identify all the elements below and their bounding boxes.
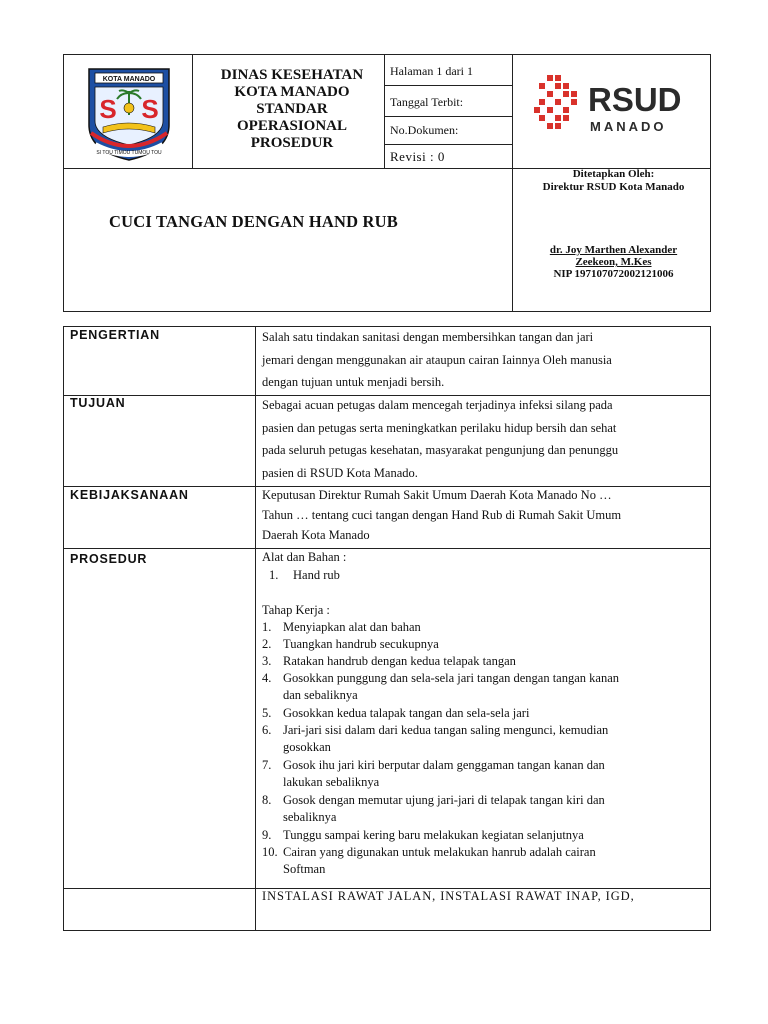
halaman-field: Halaman 1 dari 1 <box>390 64 473 78</box>
ditetapkan-label: Ditetapkan Oleh: <box>572 168 655 180</box>
tujuan-text <box>262 394 704 484</box>
no-dokumen-field: No.Dokumen: <box>390 123 459 137</box>
rsud-logo-name: RSUD <box>588 81 682 118</box>
step-item: 9. Tunggu sampai kering baru melakukan kegiatan selanjutnya <box>262 828 584 842</box>
text-line: Tahun … tentang cuci tangan dengan Hand Rub di Rumah Sakit Umum <box>262 508 622 522</box>
ditetapkan-by: Direktur RSUD Kota Manado <box>542 181 685 193</box>
step-item: 3. Ratakan handrub dengan kedua telapak tangan <box>262 654 516 668</box>
step-item: 5. Gosokkan kedua talapak tangan dan sela-sela jari <box>262 706 530 720</box>
kota-manado-logo <box>81 63 177 163</box>
text-line: dengan tujuan untuk menjadi bersih. <box>262 375 445 389</box>
signatory-name: dr. Joy Marthen Alexander <box>549 244 678 256</box>
text-line: pasien di RSUD Kota Manado. <box>262 465 418 480</box>
revisi-field: Revisi : 0 <box>390 149 445 164</box>
logo-caption: KOTA MANADO <box>102 76 156 83</box>
step-item: 8. Gosok dengan memutar ujung jari-jari di telapak tangan kiri dan sebaliknya <box>262 793 605 825</box>
tahap-heading: Tahap Kerja : <box>262 603 330 617</box>
dinas-title <box>197 67 387 152</box>
text-line: pada seluruh petugas kesehatan, masyarakat pengunjung dan penunggu <box>262 443 619 457</box>
divider <box>192 55 193 168</box>
step-item: 10. Cairan yang digunakan untuk melakukan hanrub adalah cairan Softman <box>262 845 596 877</box>
text-line: Keputusan Direktur Rumah Sakit Umum Daerah Kota Manado No … <box>262 488 612 502</box>
prosedur-label: PROSEDUR <box>70 552 148 566</box>
kebijaksanaan-label: KEBIJAKSANAAN <box>70 488 189 502</box>
svg-text:S: S <box>141 94 159 124</box>
step-item: 7. Gosok ihu jari kiri berputar dalam genggaman tangan kanan dan lakukan sebaliknya <box>262 758 605 790</box>
divider <box>384 144 512 145</box>
tujuan-label: TUJUAN <box>70 396 126 410</box>
signatory-block <box>516 244 711 280</box>
step-item: 1. Menyiapkan alat dan bahan <box>262 620 421 634</box>
pengertian-label: PENGERTIAN <box>70 328 160 342</box>
dinas-line: PROSEDUR <box>250 135 334 151</box>
divider <box>512 55 513 312</box>
signatory-name: Zeekeon, M.Kes <box>575 256 652 268</box>
sop-header <box>63 54 711 312</box>
step-item: 4. Gosokkan punggung dan sela-sela jari tangan dengan tangan kanan dan sebaliknya <box>262 671 620 703</box>
text-line: Salah satu tindakan sanitasi dengan membersihkan tangan dan jari <box>262 330 594 344</box>
ditetapkan-block <box>516 168 711 194</box>
dinas-line: DINAS KESEHATAN <box>220 67 364 83</box>
dinas-line: KOTA MANADO <box>234 84 350 100</box>
unit-terkait-text: INSTALASI RAWAT JALAN, INSTALASI RAWAT INAP, IGD, <box>262 889 635 903</box>
alat-heading: Alat dan Bahan : <box>262 550 347 564</box>
text-line: Daerah Kota Manado <box>262 528 370 542</box>
svg-text:S: S <box>99 94 117 124</box>
pengertian-text <box>262 326 704 394</box>
step-item: 6. Jari-jari sisi dalam dari kedua tangan saling mengunci, kemudian gosokkan <box>262 723 609 755</box>
signatory-nip: NIP 197107072002121006 <box>553 268 674 280</box>
alat-item: 1. Hand rub <box>269 568 340 582</box>
dinas-line: OPERASIONAL <box>236 118 348 134</box>
sop-content-table <box>63 326 711 931</box>
divider <box>255 327 256 931</box>
logo-motto: SI TOU TIMOU TUMOU TOU <box>96 150 162 156</box>
document-title: CUCI TANGAN DENGAN HAND RUB <box>109 212 398 231</box>
tanggal-terbit-field: Tanggal Terbit: <box>390 95 464 109</box>
text-line: Sebagai acuan petugas dalam mencegah terjadinya infeksi silang pada <box>262 398 613 412</box>
rsud-logo-city: MANADO <box>590 119 667 134</box>
text-line: jemari dengan menggunakan air ataupun cairan Iainnya Oleh manusia <box>262 352 612 367</box>
kebijaksanaan-text <box>262 485 704 545</box>
divider <box>384 85 512 86</box>
step-item: 2. Tuangkan handrub secukupnya <box>262 637 439 651</box>
divider <box>384 116 512 117</box>
text-line: pasien dan petugas serta meningkatkan perilaku hidup bersih dan sehat <box>262 420 617 435</box>
dinas-line: STANDAR <box>256 101 328 117</box>
rsud-manado-logo <box>534 75 694 141</box>
